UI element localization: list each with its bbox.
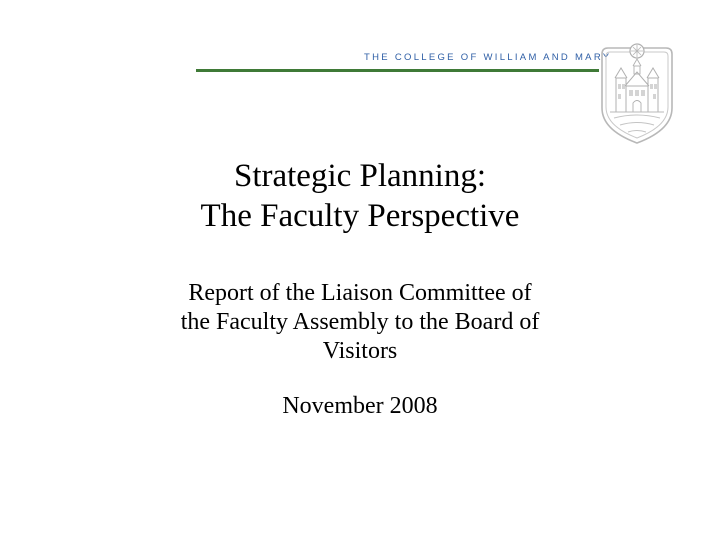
slide-title [60, 156, 660, 236]
header-divider [196, 69, 599, 72]
slide-subtitle [110, 279, 610, 366]
title-line-1: Strategic Planning: [233, 158, 487, 194]
college-seal-icon [598, 42, 676, 146]
subtitle-line-3: Visitors [322, 338, 398, 364]
subtitle-line-1: Report of the Liaison Committee of [188, 280, 532, 306]
title-line-2: The Faculty Perspective [200, 198, 520, 234]
presentation-date: November 2008 [282, 393, 438, 419]
institution-name: THE COLLEGE OF WILLIAM AND MARY [364, 52, 612, 63]
subtitle-line-2: the Faculty Assembly to the Board of [180, 309, 540, 335]
